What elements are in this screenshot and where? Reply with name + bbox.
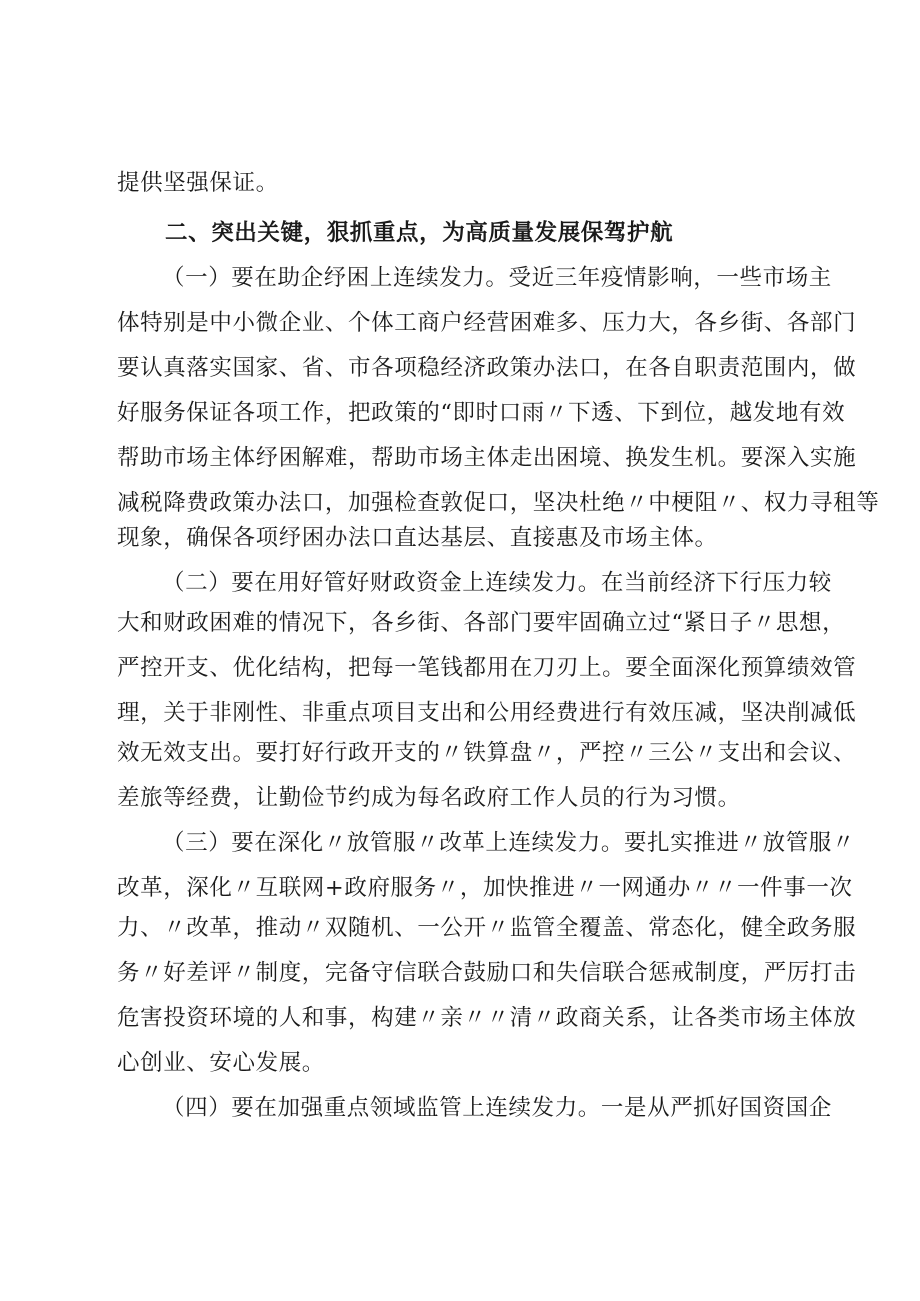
paragraph-line: 减税降费政策办法口，加强检查敦促口，坚决杜绝〃中梗阻〃、权力寻租等 <box>117 490 880 516</box>
paragraph-line: 力、〃改革，推动〃双随机、一公开〃监管全覆盖、常态化，健全政务服 <box>117 915 857 941</box>
paragraph-line: 现象，确保各项纾困办法口直达基层、直接惠及市场主体。 <box>117 525 718 551</box>
paragraph-line: 大和财政困难的情况下，各乡街、各部门要牢固确立过“紧日子〃思想， <box>117 610 846 636</box>
paragraph-line: 帮助市场主体纾困解难，帮助市场主体走出困境、换发生机。要深入实施 <box>117 445 857 471</box>
paragraph-line: 务〃好差评〃制度，完备守信联合鼓励口和失信联合惩戒制度，严厉打击 <box>117 960 857 986</box>
paragraph-line: 差旅等经费，让勤俭节约成为每名政府工作人员的行为习惯。 <box>117 785 741 811</box>
paragraph-line: 体特别是中小微企业、个体工商户经营困难多、压力大，各乡街、各部门 <box>117 310 857 336</box>
paragraph-line: 提供坚强保证。 <box>117 170 279 196</box>
paragraph-line: （二）要在用好管好财政资金上连续发力。在当前经济下行压力较 <box>162 570 832 596</box>
paragraph-line: 严控开支、优化结构，把每一笔钱都用在刀刃上。要全面深化预算绩效管 <box>117 655 857 681</box>
paragraph-line: 要认真落实国家、省、市各项稳经济政策办法口，在各自职责范围内，做 <box>117 355 857 381</box>
paragraph-line: （三）要在深化〃放管服〃改革上连续发力。要扎实推进〃放管服〃 <box>162 830 856 856</box>
paragraph-line: （四）要在加强重点领域监管上连续发力。一是从严抓好国资国企 <box>162 1095 832 1121</box>
paragraph-line: （一）要在助企纾困上连续发力。受近三年疫情影响，一些市场主 <box>162 265 832 291</box>
paragraph-line: 好服务保证各项工作，把政策的“即时口雨〃下透、下到位，越发地有效 <box>117 400 846 426</box>
paragraph-line: 理，关于非刚性、非重点项目支出和公用经费进行有效压减，坚决削减低 <box>117 700 857 726</box>
paragraph-line: 心创业、安心发展。 <box>117 1050 325 1076</box>
section-heading: 二、突出关键，狠抓重点，为高质量发展保驾护航 <box>165 220 674 246</box>
paragraph-line: 效无效支出。要打好行政开支的〃铁算盘〃，严控〃三公〃支出和会议、 <box>117 740 857 766</box>
paragraph-line: 改革，深化〃互联网+政府服务〃，加快推进〃一网通办〃〃一件事一次 <box>117 875 853 901</box>
paragraph-line: 危害投资环境的人和事，构建〃亲〃〃清〃政商关系，让各类市场主体放 <box>117 1005 857 1031</box>
